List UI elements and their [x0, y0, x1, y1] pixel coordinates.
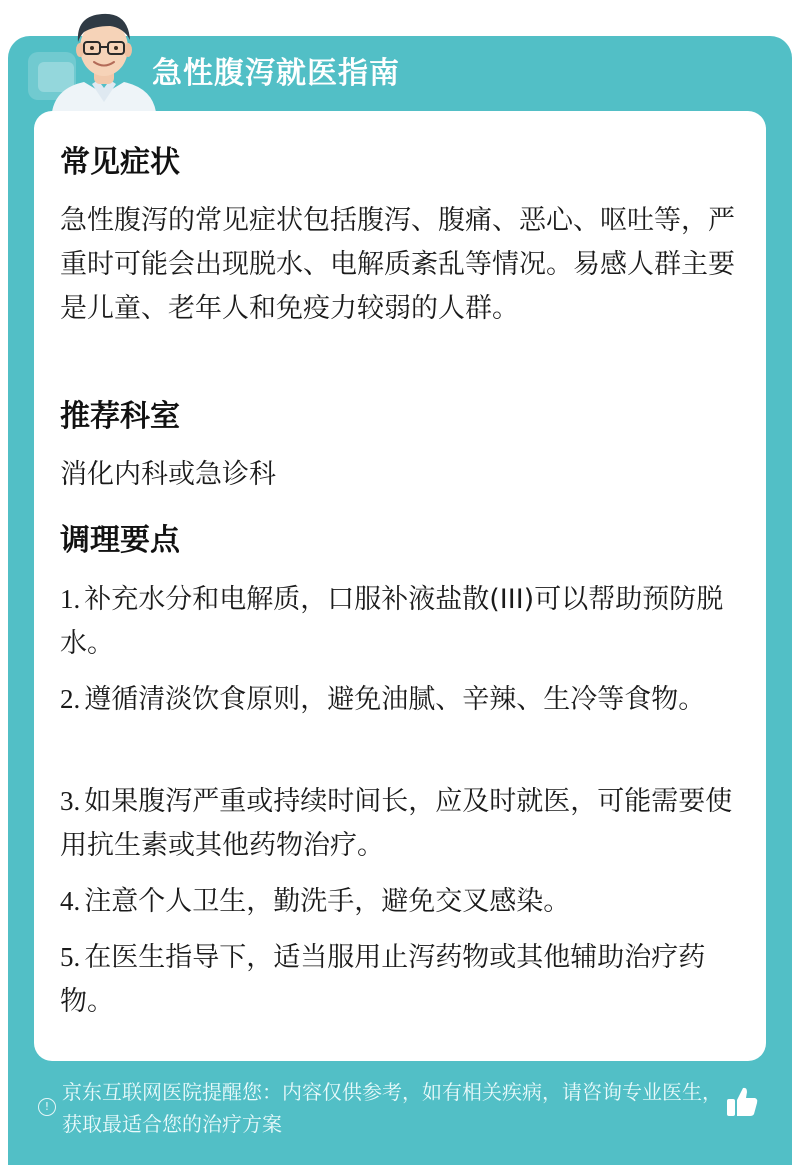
care-item-text: 注意个人卫生，勤洗手，避免交叉感染。: [84, 886, 571, 917]
care-item-number: 4.: [60, 886, 81, 916]
care-item-number: 2.: [60, 684, 81, 714]
section-title-department: 推荐科室: [60, 399, 180, 434]
care-item-number: 3.: [60, 786, 81, 816]
care-item: [60, 879, 736, 924]
care-item: [60, 677, 736, 722]
footer-disclaimer: 京东互联网医院提醒您：内容仅供参考，如有相关疾病，请咨询专业医生，获取最适合您的治疗方案: [62, 1080, 722, 1136]
thumbs-up-icon[interactable]: [724, 1084, 760, 1120]
info-icon: !: [38, 1098, 56, 1116]
care-item-text: 在医生指导下，适当服用止泻药物或其他辅助治疗药物。: [60, 942, 706, 1017]
section-title-care: 调理要点: [60, 523, 180, 558]
care-item: [60, 779, 736, 868]
care-item-text: 如果腹泻严重或持续时间长，应及时就医，可能需要使用抗生素或其他药物治疗。: [60, 786, 733, 861]
care-item: [60, 935, 736, 1024]
care-item-number: 5.: [60, 942, 81, 972]
content-card: [34, 111, 766, 1061]
care-item-number: 1.: [60, 584, 81, 614]
care-item-text: 补充水分和电解质，口服补液盐散(III)可以帮助预防脱水。: [60, 584, 724, 659]
doctor-avatar: [44, 2, 164, 112]
symptoms-text: 急性腹泻的常见症状包括腹泻、腹痛、恶心、呕吐等，严重时可能会出现脱水、电解质紊乱等情况。易感人群主要是儿童、老年人和免疫力较弱的人群。: [60, 205, 735, 324]
section-title-symptoms: 常见症状: [60, 145, 180, 180]
page-title: 急性腹泻就医指南: [152, 56, 400, 91]
department-text: 消化内科或急诊科: [60, 459, 276, 490]
care-item: [60, 577, 736, 666]
care-item-text: 遵循清淡饮食原则，避免油腻、辛辣、生冷等食物。: [84, 684, 706, 715]
